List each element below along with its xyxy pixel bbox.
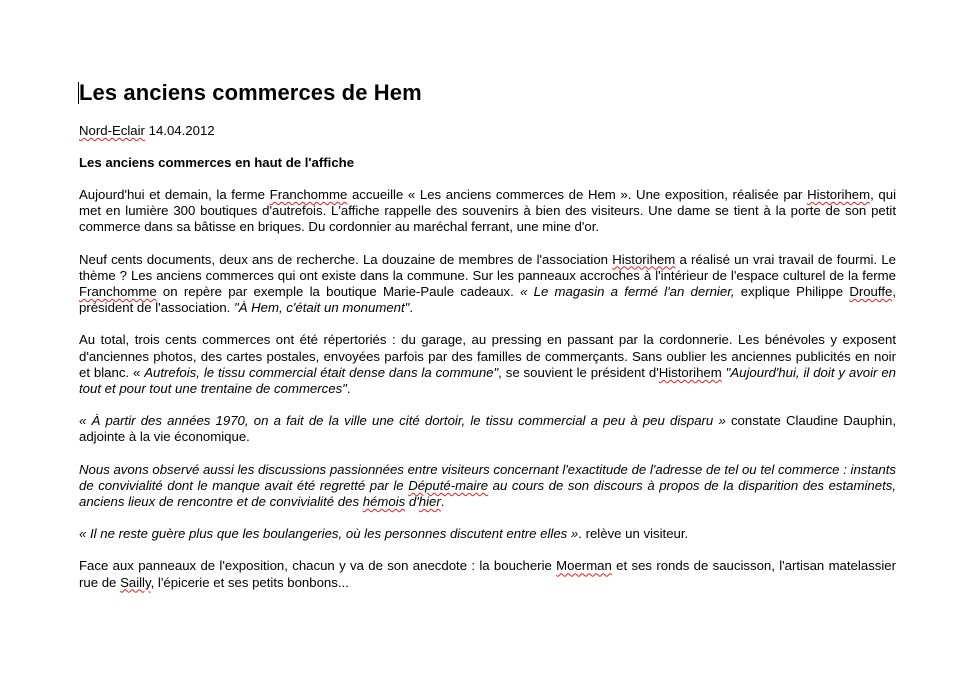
spellcheck-word: Moerman [556,558,612,574]
spellcheck-word: Historihem [612,251,676,267]
paragraph-2: Neuf cents documents, deux ans de recherche. La douzaine de membres de l'association Historihem a réalisé un vrai travail de fourmi. Le thème ? Les anciens commerces qui ont existe dans la commune. Sur les panneaux accroches à l'intérieur de l'espace culturel de la ferme Franchomme on repère par exemple la boutique Marie-Paule cadeaux. « Le magasin a fermé l'an dernier, explique Philippe Drouffe, président de l'association. "À Hem, c'était un monument". [79,251,896,316]
spellcheck-word: Franchomme [79,284,157,300]
paragraph-7: Face aux panneaux de l'exposition, chacun y va de son anecdote : la boucherie Moerman et ses ronds de saucisson, l'artisan matelassier rue de Sailly, l'épicerie et ses petits bonbons... [79,558,896,590]
spellcheck-word: hier [418,494,441,510]
spellcheck-word: hémois [362,494,406,510]
spellcheck-word: Franchomme [269,187,348,202]
article-subtitle: Les anciens commerces en haut de l'affiche [79,155,355,170]
source-publication: Nord-Eclair [79,123,145,138]
paragraph-3: Au total, trois cents commerces ont été répertoriés : du garage, au pressing en passant par la cordonnerie. Les bénévoles y exposent d'anciennes photos, des cartes postales, envoyées parfois par des familles de commerçants. Sans oublier les anciennes publicités en noir et blanc. « Autrefois, le tissu commercial était dense dans la commune", se souvient le président d'Historihem "Aujourd'hui, il doit y avoir en tout et pour tout une trentaine de commerces". [79,332,897,397]
quote-text: "À Hem, c'était un monument" [234,300,410,316]
spellcheck-word: Sailly [120,574,151,590]
source-date: 14.04.2012 [148,123,215,138]
document-body[interactable] [79,80,896,591]
page-title: Les anciens commerces de Hem [79,80,422,105]
quote-text: Autrefois, le tissu commercial était dense dans la commune" [144,364,499,380]
source-line [79,123,896,139]
paragraph-6: « Il ne reste guère plus que les boulangeries, où les personnes discutent entre elles ». relève un visiteur. [79,526,689,542]
spellcheck-word: Député-maire [408,477,489,493]
spellcheck-word: Drouffe [849,284,893,300]
quote-text: « Il ne reste guère plus que les boulangeries, où les personnes discutent entre elles » [79,526,579,542]
paragraph-4: « À partir des années 1970, on a fait de la ville une cité dortoir, le tissu commercial a peu à peu disparu » constate Claudine Dauphin, adjointe à la vie économique. [79,413,896,445]
paragraph-5: Nous avons observé aussi les discussions passionnées entre visiteurs concernant l'exactitude de l'adresse de tel ou tel commerce : instants de convivialité dont le manque avait été regretté par le Député-maire au cours de son discours à propos de la disparition des estaminets, anciens lieux de rencontre et de convivialité des hémois d'hier. [79,461,896,510]
spellcheck-word: Historihem [807,187,871,202]
spellcheck-word: Historihem [658,364,722,380]
quote-text: « À partir des années 1970, on a fait de la ville une cité dortoir, le tissu commercial a peu à peu disparu » [79,413,726,429]
quote-text: "Aujourd'hui, il doit y avoir en tout et pour tout une trentaine de commerces" [79,364,897,397]
paragraph-1: Aujourd'hui et demain, la ferme Franchomme accueille « Les anciens commerces de Hem ». Une exposition, réalisée par Historihem, qui met en lumière 300 boutiques d'autrefois. L'affiche rappelle des souvenirs à bien des visiteurs. Une dame se tient à la porte de son petit commerce dans sa bâtisse en briques. Du cordonnier au maréchal ferrant, une mine d'or. [79,187,897,235]
quote-text: « Le magasin a fermé l'an dernier, [520,284,735,300]
